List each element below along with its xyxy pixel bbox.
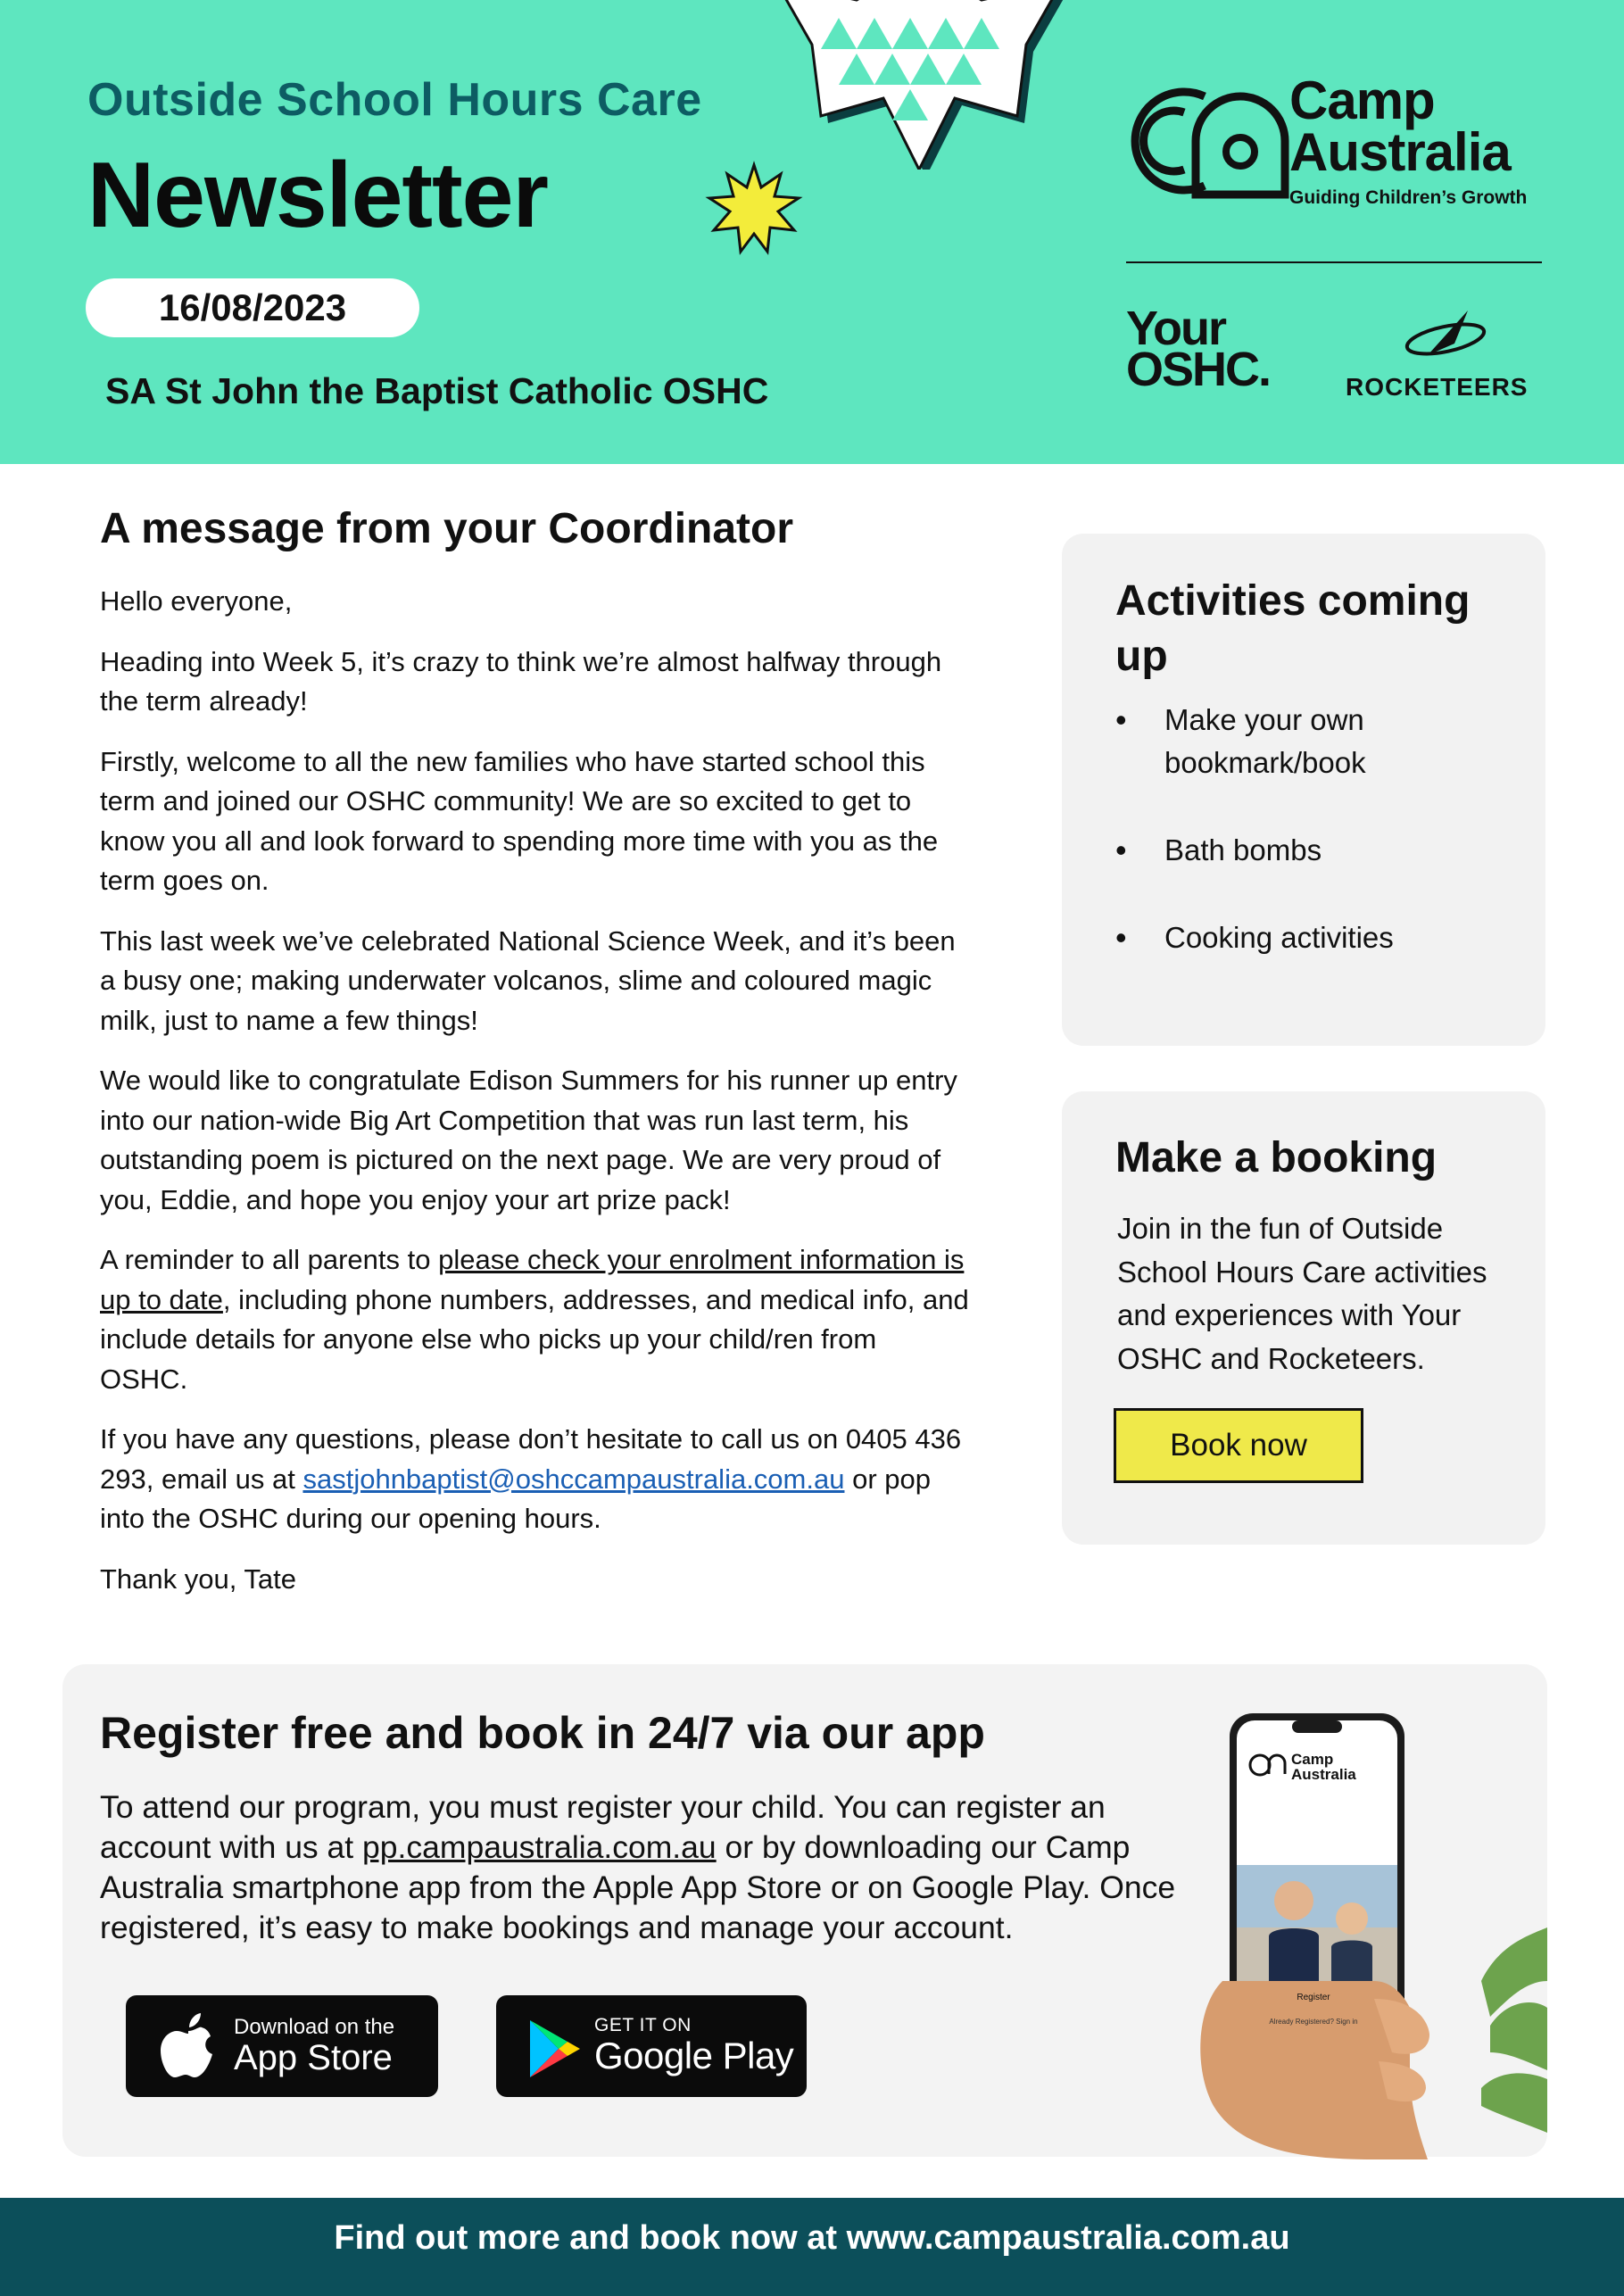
your-oshc-text: Your OSHC. — [1126, 302, 1271, 396]
message-paragraph: Heading into Week 5, it’s crazy to think we’re almost halfway through the term already! — [100, 645, 942, 717]
newsletter-date: 16/08/2023 — [86, 278, 419, 337]
google-play-icon — [526, 2018, 582, 2079]
phone-register-label: Register — [1297, 1993, 1330, 2002]
greeting: Hello everyone, — [100, 585, 293, 617]
triangle-badge-graphic — [758, 0, 1080, 170]
rocketeers-logo-text: ROCKETEERS — [1346, 373, 1529, 401]
app-register-title: Register free and book in 24/7 via our app — [100, 1708, 985, 1758]
list-item: • Make your own bookmark/book — [1115, 699, 1526, 784]
header-divider — [1126, 261, 1542, 263]
enrolment-reminder-emphasis: please check your enrolment information is up to date — [100, 1244, 965, 1315]
parent-portal-link[interactable]: pp.campaustralia.com.au — [362, 1829, 717, 1865]
coordinator-message — [100, 582, 970, 1620]
google-play-label: Google Play — [594, 2035, 794, 2076]
message-paragraph: We would like to congratulate Edison Summers for his runner up entry into our nation-wide Big Art Competition that was run last term, his outstanding poem is pictured on the next page. We are very proud of you, Eddie, and hope you enjoy your art prize pack! — [100, 1065, 957, 1215]
app-text-start: To attend our program, you must register your child. You can register an account with us at — [100, 1789, 1106, 1865]
apple-icon — [159, 2011, 218, 2083]
contact-text: If you have any questions, please don’t hesitate to call us on 0405 436 293, email us at — [100, 1423, 962, 1495]
school-name: SA St John the Baptist Catholic OSHC — [105, 370, 769, 411]
phone-brand-line1: Camp — [1291, 1751, 1334, 1768]
app-register-text — [100, 1787, 1197, 1948]
booking-title: Make a booking — [1115, 1134, 1438, 1181]
list-item: • Cooking activities — [1115, 916, 1526, 959]
message-paragraph — [100, 1240, 970, 1399]
rocket-icon — [1401, 303, 1490, 366]
email-link[interactable]: sastjohnbaptist@oshccampaustralia.com.au — [302, 1463, 845, 1495]
activities-title: Activities coming up — [1115, 577, 1471, 680]
phone-screen-brand — [1291, 1752, 1356, 1782]
brand-name-line2: Australia — [1289, 122, 1511, 182]
brand-name-line1: Camp — [1289, 70, 1435, 130]
message-paragraph — [100, 1420, 970, 1539]
coordinator-heading: A message from your Coordinator — [100, 505, 794, 552]
phone-brand-line2: Australia — [1291, 1766, 1356, 1783]
newsletter-title: Newsletter — [87, 144, 548, 247]
program-name: Outside School Hours Care — [87, 74, 702, 126]
app-store-label: App Store — [234, 2038, 393, 2077]
phone-signin-label: Already Registered? Sign in — [1269, 2018, 1358, 2026]
contact-text-end: or pop into the OSHC during our opening hours. — [100, 1463, 931, 1534]
list-item: • Bath bombs — [1115, 829, 1526, 872]
starburst-graphic — [705, 161, 803, 259]
app-store-small-label: Download on the — [234, 2015, 395, 2039]
footer-cta-text[interactable]: Find out more and book now at www.campaustralia.com.au — [334, 2219, 1290, 2257]
reminder-text-end: , including phone numbers, addresses, and medical info, and include details for anyone else who picks up your child/ren from OSHC. — [100, 1283, 969, 1395]
google-play-small-label: GET IT ON — [594, 2015, 692, 2035]
app-text-end: or by downloading our Camp Australia smartphone app from the Apple App Store or on Google Play. Once registered, it’s easy to make bookings and manage your account. — [100, 1829, 1176, 1945]
reminder-text: A reminder to all parents to — [100, 1244, 439, 1275]
signoff: Thank you, Tate — [100, 1562, 297, 1595]
message-paragraph: This last week we’ve celebrated National Science Week, and it’s been a busy one; making underwater volcanos, slime and coloured magic milk, just to name a few things! — [100, 924, 956, 1036]
activities-list — [1115, 699, 1526, 1004]
booking-text: Join in the fun of Outside School Hours Care activities and experiences with Your OSHC and Rocketeers. — [1117, 1212, 1487, 1375]
brand-tagline: Guiding Children’s Growth — [1289, 187, 1528, 208]
book-now-button[interactable]: Book now — [1114, 1408, 1363, 1483]
phone-in-hand-illustration — [1196, 1713, 1547, 2159]
your-oshc-logo — [1126, 302, 1296, 396]
message-paragraph: Firstly, welcome to all the new families who have started school this term and joined our OSHC community! We are so excited to get to know you all and look forward to spending more time with you as the term goes on. — [100, 745, 939, 896]
